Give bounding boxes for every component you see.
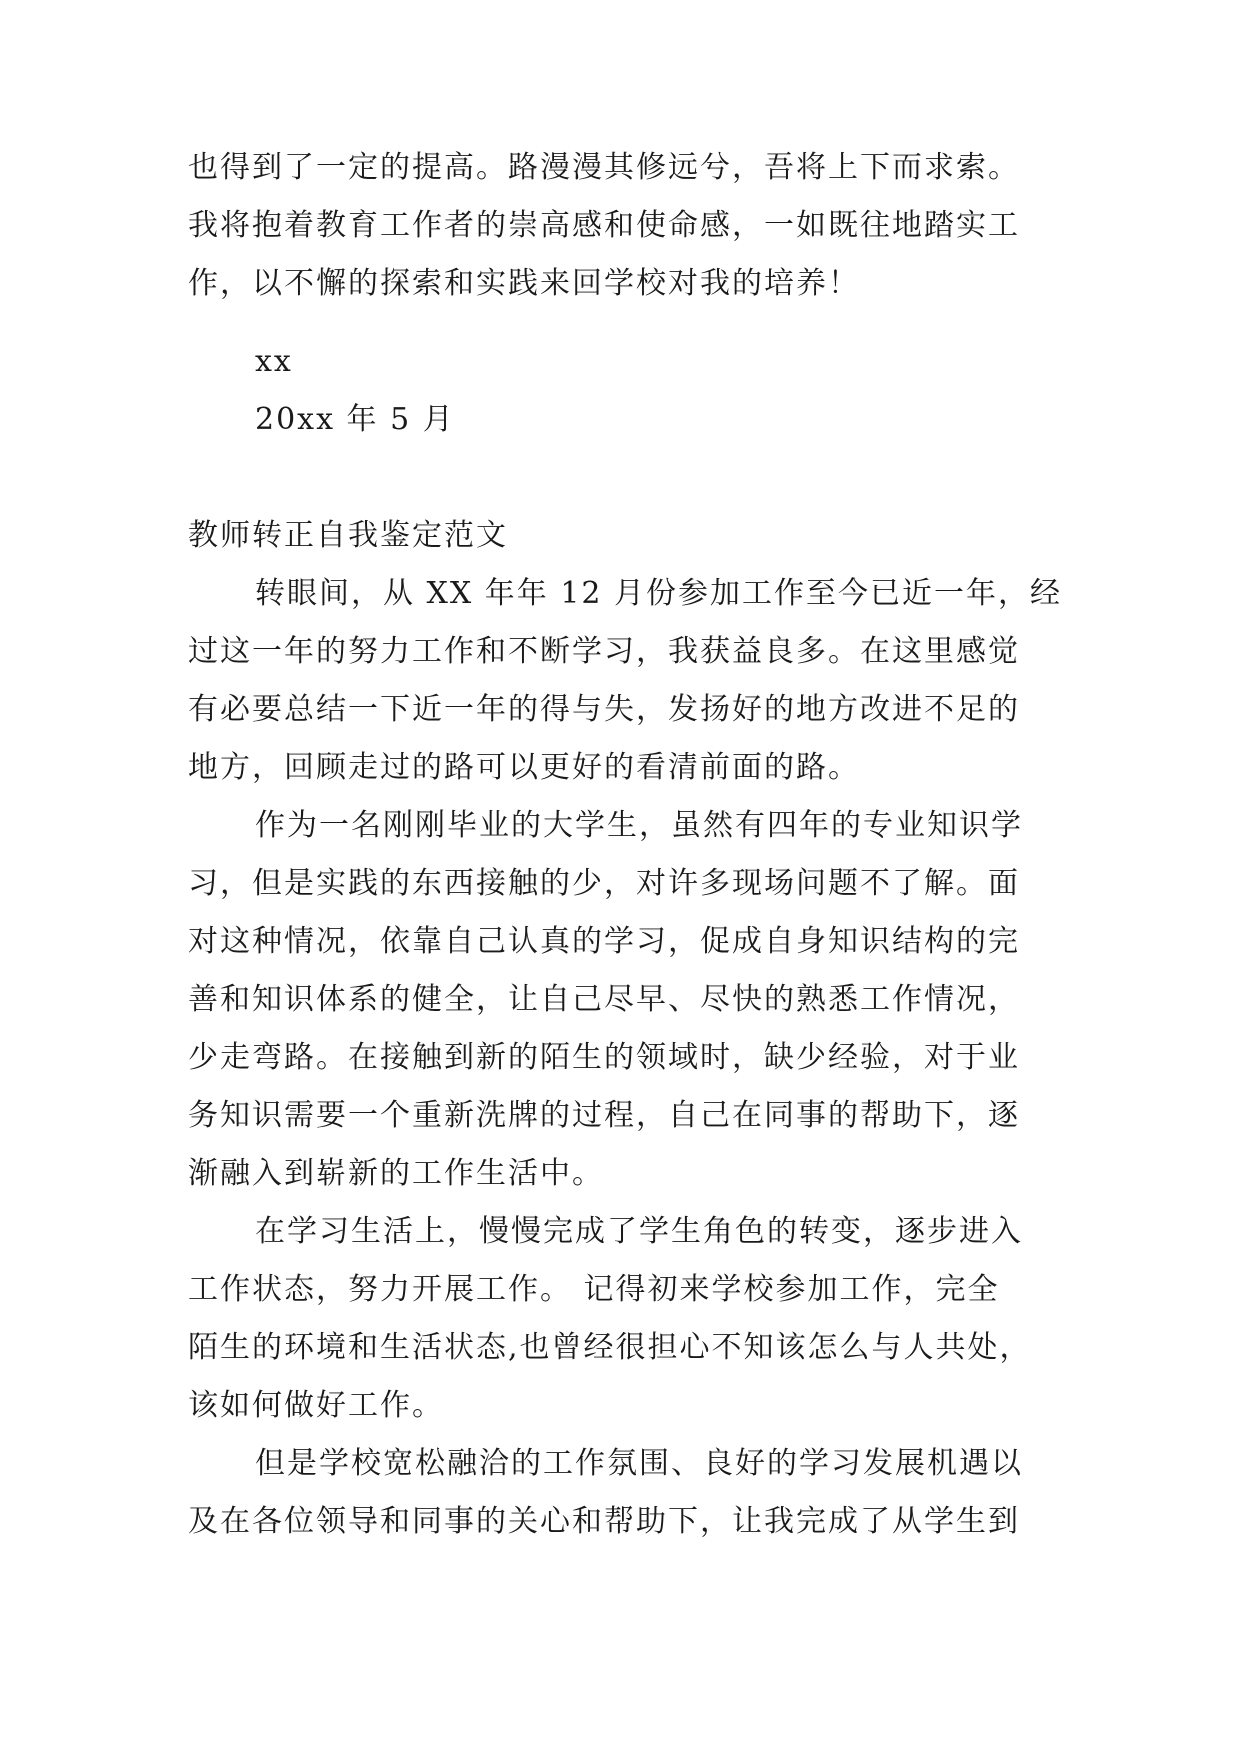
text-line: 习，但是实践的东西接触的少，对许多现场问题不了解。面: [188, 866, 1020, 901]
text-line: 地方，回顾走过的路可以更好的看清前面的路。: [188, 750, 860, 785]
text-line: 该如何做好工作。: [188, 1388, 444, 1423]
text-line: 转眼间，从 XX 年年 12 月份参加工作至今已近一年，经: [255, 576, 1063, 611]
text-line: 过这一年的努力工作和不断学习，我获益良多。在这里感觉: [188, 634, 1020, 669]
document-title: 教师转正自我鉴定范文: [188, 518, 508, 553]
text-line: 陌生的环境和生活状态,也曾经很担心不知该怎么与人共处，: [188, 1330, 1032, 1365]
text-line: 作，以不懈的探索和实践来回学校对我的培养！: [188, 266, 860, 301]
text-line: 对这种情况，依靠自己认真的学习，促成自身知识结构的完: [188, 924, 1020, 959]
signature-name: xx: [255, 344, 293, 379]
text-line: 在学习生活上，慢慢完成了学生角色的转变，逐步进入: [255, 1214, 1023, 1249]
text-line: 但是学校宽松融洽的工作氛围、良好的学习发展机遇以: [255, 1446, 1023, 1481]
text-line: 少走弯路。在接触到新的陌生的领域时，缺少经验，对于业: [188, 1040, 1020, 1075]
text-line: 及在各位领导和同事的关心和帮助下，让我完成了从学生到: [188, 1504, 1020, 1539]
text-line: 工作状态，努力开展工作。 记得初来学校参加工作，完全: [188, 1272, 1000, 1307]
text-line: 善和知识体系的健全，让自己尽早、尽快的熟悉工作情况，: [188, 982, 1020, 1017]
text-line: 务知识需要一个重新洗牌的过程，自己在同事的帮助下，逐: [188, 1098, 1020, 1133]
text-line: 作为一名刚刚毕业的大学生，虽然有四年的专业知识学: [255, 808, 1023, 843]
signature-date: 20xx 年 5 月: [255, 402, 455, 437]
text-line: 有必要总结一下近一年的得与失，发扬好的地方改进不足的: [188, 692, 1020, 727]
text-line: 也得到了一定的提高。路漫漫其修远兮，吾将上下而求索。: [188, 150, 1020, 185]
text-line: 渐融入到崭新的工作生活中。: [188, 1156, 604, 1191]
text-line: 我将抱着教育工作者的崇高感和使命感，一如既往地踏实工: [188, 208, 1020, 243]
